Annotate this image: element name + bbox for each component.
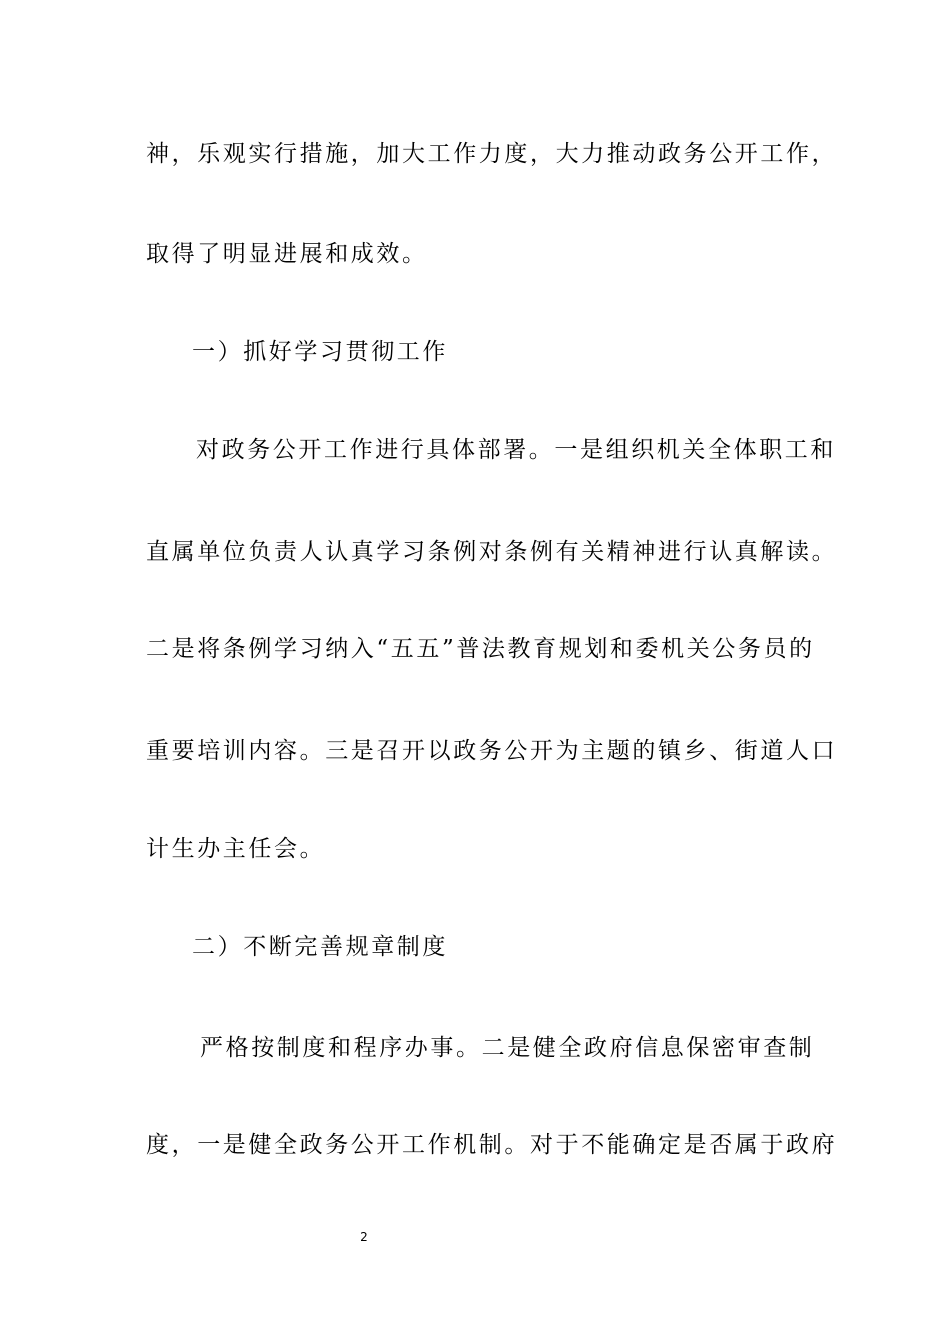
paragraph-line-8: 严格按制度和程序办事。二是健全政府信息保密审查制	[200, 1035, 815, 1061]
paragraph-line-4: 直属单位负责人认真学习条例对条例有关精神进行认真解读。	[146, 539, 838, 565]
paragraph-line-1: 神，乐观实行措施，加大工作力度，大力推动政务公开工作，	[146, 141, 838, 167]
section-heading-2: 二）不断完善规章制度	[192, 934, 448, 960]
paragraph-line-3: 对政务公开工作进行具体部署。一是组织机关全体职工和	[196, 437, 836, 463]
paragraph-line-9: 度，一是健全政务公开工作机制。对于不能确定是否属于政府	[146, 1132, 838, 1158]
page-number: 2	[360, 1230, 368, 1244]
paragraph-line-6: 重要培训内容。三是召开以政务公开为主题的镇乡、街道人口	[146, 738, 838, 764]
paragraph-line-7: 计生办主任会。	[146, 836, 326, 862]
section-heading-1: 一）抓好学习贯彻工作	[192, 339, 448, 365]
paragraph-line-2: 取得了明显进展和成效。	[146, 241, 428, 267]
paragraph-line-5: 二是将条例学习纳入“五五”普法教育规划和委机关公务员的	[146, 636, 815, 662]
